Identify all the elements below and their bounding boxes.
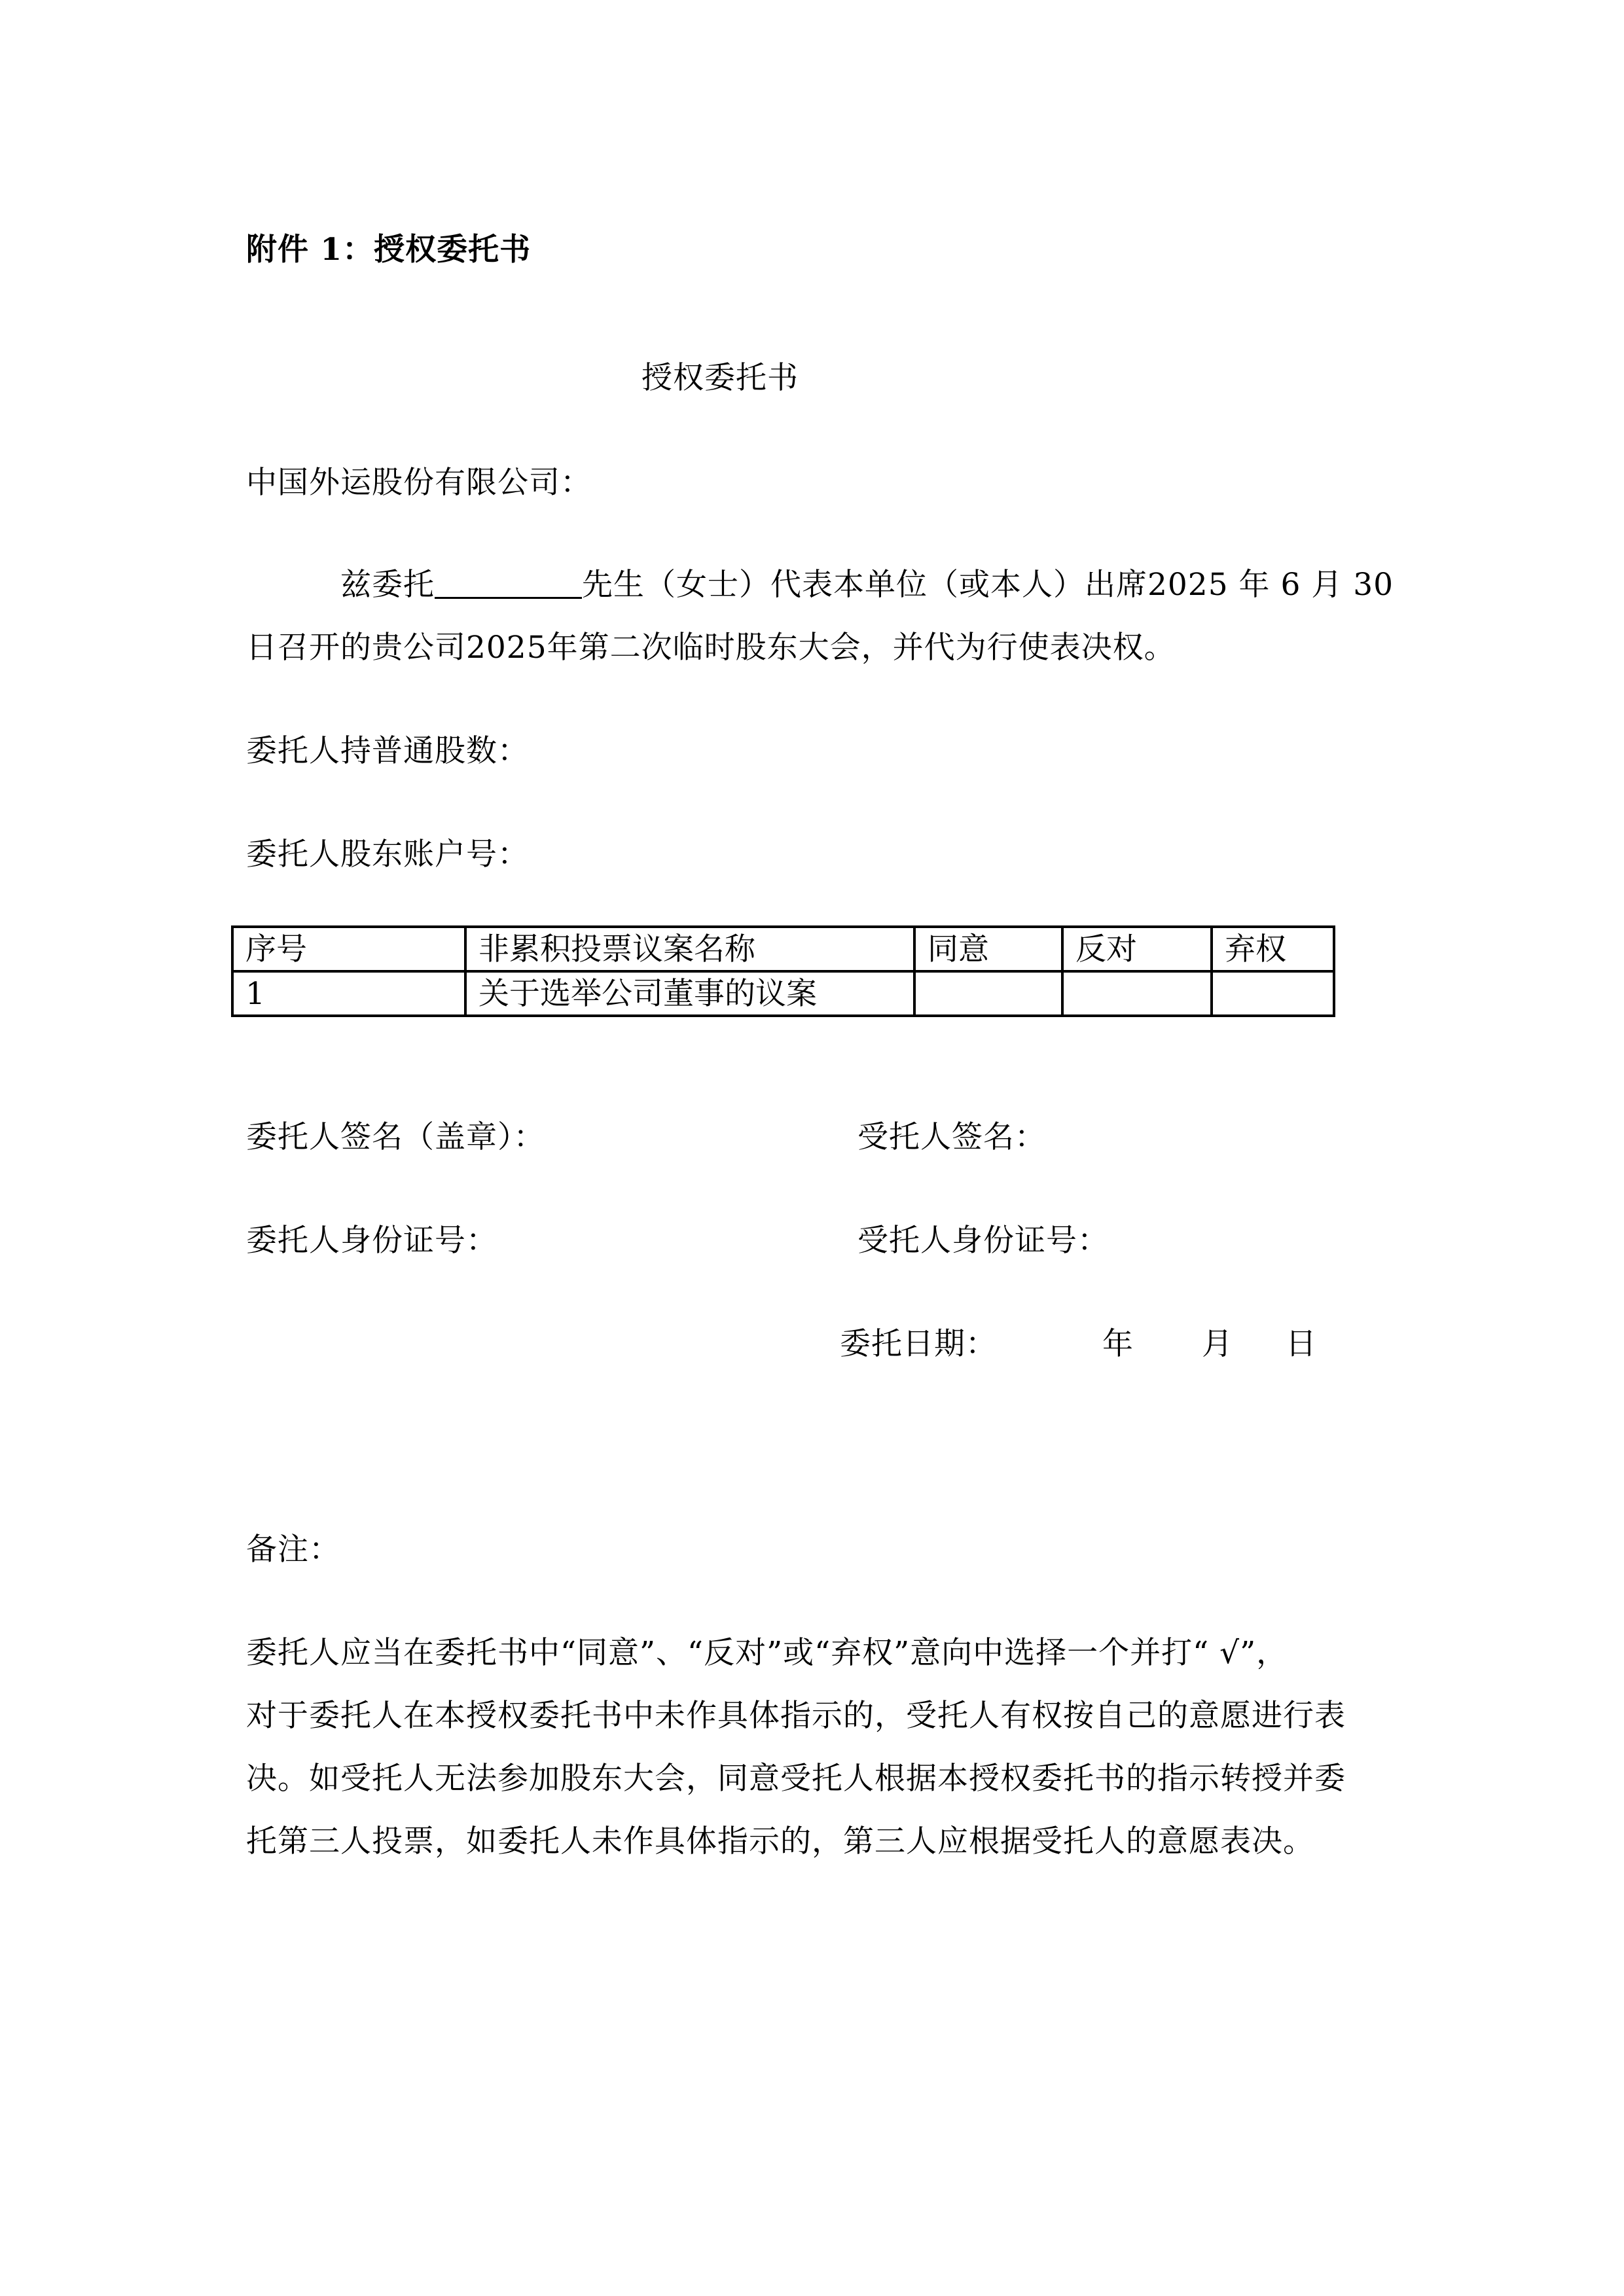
notes-line-2: 对于委托人在本授权委托书中未作具体指示的，受托人有权按自己的意愿进行表 — [246, 1698, 1346, 1734]
cell-for-vote[interactable] — [914, 971, 1062, 1016]
cell-abstain-vote[interactable] — [1212, 971, 1334, 1016]
date-year: 年 — [1102, 1326, 1134, 1362]
header-serial: 序号 — [232, 927, 465, 971]
table-row — [232, 971, 1334, 1016]
notes-heading: 备注： — [246, 1532, 340, 1568]
notes-line-3: 决。如受托人无法参加股东大会，同意受托人根据本授权委托书的指示转授并委 — [246, 1761, 1346, 1797]
cell-serial: 1 — [232, 971, 465, 1016]
header-abstain: 弃权 — [1212, 927, 1334, 971]
addressee: 中国外运股份有限公司： — [246, 465, 592, 501]
table-header-row — [232, 927, 1334, 971]
agent-signature-label: 受托人签名： — [857, 1119, 1046, 1155]
principal-id-label: 委托人身份证号： — [246, 1223, 497, 1259]
notes-line-4: 托第三人投票，如委托人未作具体指示的，第三人应根据受托人的意愿表决。 — [246, 1823, 1314, 1859]
delegation-prefix: 兹委托 — [340, 567, 435, 603]
delegation-line-1 — [340, 567, 1394, 603]
date-month: 月 — [1202, 1326, 1233, 1362]
delegation-suffix: 先生（女士）代表本单位（或本人）出席2025 年 6 月 30 — [582, 567, 1394, 603]
proxy-name-blank — [435, 571, 582, 599]
principal-signature-label: 委托人签名（盖章）： — [246, 1119, 545, 1155]
date-day: 日 — [1286, 1326, 1317, 1362]
shares-field-label: 委托人持普通股数： — [246, 733, 529, 769]
account-field-label: 委托人股东账户号： — [246, 836, 529, 872]
document-title: 授权委托书 — [641, 360, 799, 396]
proposal-table — [231, 925, 1335, 1017]
delegation-date-label: 委托日期： — [840, 1326, 997, 1362]
cell-against-vote[interactable] — [1062, 971, 1212, 1016]
notes-line-1: 委托人应当在委托书中“同意”、“反对”或“弃权”意向中选择一个并打“ √”， — [246, 1635, 1288, 1671]
cell-proposal-name: 关于选举公司董事的议案 — [465, 971, 914, 1016]
header-proposal-name: 非累积投票议案名称 — [465, 927, 914, 971]
delegation-line-2: 日召开的贵公司2025年第二次临时股东大会，并代为行使表决权。 — [246, 630, 1176, 666]
header-for: 同意 — [914, 927, 1062, 971]
agent-id-label: 受托人身份证号： — [857, 1223, 1109, 1259]
header-against: 反对 — [1062, 927, 1212, 971]
attachment-heading: 附件 1：授权委托书 — [246, 232, 532, 268]
